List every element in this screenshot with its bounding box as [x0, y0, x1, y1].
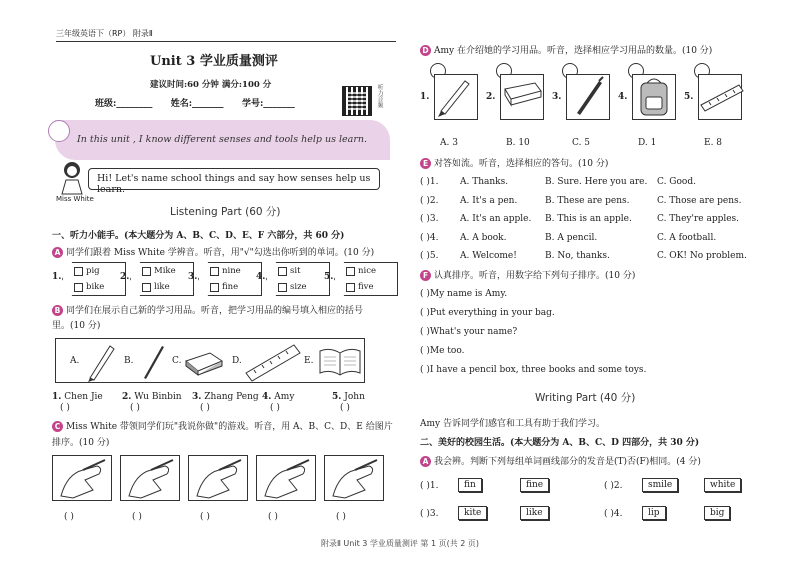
- sectionF-instr: [420, 270, 635, 282]
- itemD-number: 3.: [552, 92, 562, 102]
- word-box: white: [704, 478, 741, 492]
- writing-intro: Amy 告诉同学们感官和工具有助于我们学习。: [420, 419, 605, 429]
- count-option: C. 5: [572, 138, 591, 148]
- hand-pencil-icon: [189, 456, 249, 502]
- page-title: Unit 3 学业质量测评: [150, 54, 278, 69]
- part2-title: 二、美好的校园生活。(本大题分为 A、B、C、D 四部分，共 30 分): [420, 438, 700, 448]
- word-option[interactable]: [74, 282, 104, 292]
- supply-picture: [632, 74, 676, 120]
- student-name: John: [344, 392, 365, 402]
- word-option[interactable]: [278, 266, 301, 276]
- student-fields: [95, 96, 295, 109]
- word-label: pig: [86, 266, 100, 276]
- listening-heading: Listening Part (60 分): [170, 206, 281, 218]
- pen-icon: [138, 342, 168, 380]
- word-label: nine: [222, 266, 241, 276]
- answer-number[interactable]: ( )1.: [420, 481, 439, 491]
- name-number: 5.: [332, 392, 342, 402]
- option-c: C. They're apples.: [657, 214, 740, 224]
- sentence-row[interactable]: ( )What's your name?: [420, 327, 518, 337]
- sectionE-text: 对答如流。听音，选择相应的答句。(10 分): [434, 159, 609, 169]
- sectionC-text2: 排序。(10 分): [52, 438, 110, 448]
- student-name: Chen Jie: [64, 392, 103, 402]
- word-label: sit: [290, 266, 301, 276]
- word-option[interactable]: [278, 282, 307, 292]
- sectionC-text1: Miss White 带领同学们玩"我说你做"的游戏。听音，用 A、B、C、D、E 给图片: [66, 422, 393, 432]
- qr-code[interactable]: [342, 86, 372, 116]
- checkbox[interactable]: [142, 283, 151, 292]
- word-label: bike: [86, 282, 105, 292]
- pencil-icon: [86, 342, 116, 380]
- word-option[interactable]: [210, 266, 241, 276]
- word-option[interactable]: [142, 282, 170, 292]
- student-name-item: [192, 391, 259, 403]
- answer-paren[interactable]: ( ): [270, 403, 280, 413]
- option-a: A. Thanks.: [460, 177, 509, 187]
- answer-number[interactable]: ( )1.: [420, 177, 439, 187]
- checkbox[interactable]: [74, 267, 83, 276]
- option-c: C. OK! No problem.: [657, 251, 747, 261]
- sectionC-instr: [52, 421, 393, 433]
- option-a: A. Welcome!: [460, 251, 517, 261]
- option-a: A. It's a pen.: [460, 195, 518, 206]
- ruler-icon: [699, 75, 743, 119]
- word-label: five: [358, 282, 374, 292]
- checkbox[interactable]: [210, 283, 219, 292]
- itemA-number: 5.: [324, 272, 334, 282]
- pic-label-A: A.: [70, 356, 80, 366]
- answer-paren[interactable]: ( ): [268, 512, 278, 522]
- itemD-number: 2.: [486, 92, 496, 102]
- writingA-text: 我会辨。判断下列每组单词画线部分的发音是(T)否(F)相同。(4 分): [434, 457, 701, 467]
- sectionD-text: Amy 在介绍她的学习用品。听音，选择相应学习用品的数量。(10 分): [434, 46, 713, 56]
- sentence-row[interactable]: ( )My name is Amy.: [420, 289, 508, 299]
- writing-heading: Writing Part (40 分): [535, 392, 636, 404]
- itemA-number: 4.: [256, 272, 266, 282]
- unit-banner: In this unit , I know different senses and tools help us learn.: [55, 120, 390, 160]
- option-c: C. Good.: [657, 177, 696, 187]
- answer-paren[interactable]: ( ): [340, 403, 350, 413]
- answer-paren[interactable]: ( ): [130, 403, 140, 413]
- option-b: B. No, thanks.: [545, 251, 610, 261]
- itemA-number: 2.: [120, 272, 130, 282]
- pic-label-B: B.: [124, 356, 134, 366]
- badge-F: F: [420, 270, 431, 281]
- supply-picture: [434, 74, 478, 120]
- option-b: B. This is an apple.: [545, 214, 632, 224]
- sectionD-instr: [420, 45, 712, 57]
- pic-label-E: E.: [304, 356, 314, 366]
- word-label: nice: [358, 266, 376, 276]
- eraser-icon: [184, 349, 224, 375]
- sectionF-text: 认真排序。听音，用数字给下列句子排序。(10 分): [434, 271, 636, 281]
- student-name: Zhang Peng: [204, 392, 259, 402]
- book-icon: [318, 345, 362, 377]
- pen-icon: [567, 75, 611, 119]
- itemA-number: 1.: [52, 272, 62, 282]
- name-number: 1.: [52, 392, 62, 402]
- name-number: 2.: [122, 392, 132, 402]
- count-option: B. 10: [506, 138, 530, 148]
- badge-B: B: [52, 305, 63, 316]
- answer-number[interactable]: ( )5.: [420, 251, 439, 261]
- name-field[interactable]: 姓名:_______: [170, 99, 224, 109]
- itemA-number: 3.: [188, 272, 198, 282]
- answer-paren[interactable]: ( ): [64, 512, 74, 522]
- word-box: big: [704, 506, 730, 520]
- action-picture: [324, 455, 384, 501]
- page-footer: 附录Ⅱ Unit 3 学业质量测评 第 1 页(共 2 页): [320, 539, 480, 548]
- lightbulb-icon: [48, 120, 70, 142]
- student-name: Wu Binbin: [134, 392, 182, 402]
- checkbox[interactable]: [142, 267, 151, 276]
- answer-number[interactable]: ( )3.: [420, 509, 439, 519]
- option-b: B. These are pens.: [545, 195, 630, 206]
- word-label: like: [154, 282, 170, 292]
- word-option[interactable]: [346, 266, 376, 276]
- word-label: size: [290, 282, 307, 292]
- sectionB-instr: [52, 305, 363, 317]
- supply-picture: [698, 74, 742, 120]
- word-option[interactable]: [346, 282, 374, 292]
- count-option: E. 8: [704, 138, 723, 148]
- sectionB-text2: 里。(10 分): [52, 321, 101, 331]
- ruler-icon: [244, 343, 304, 379]
- action-picture: [188, 455, 248, 501]
- word-label: Mike: [154, 266, 176, 276]
- supply-picture: [566, 74, 610, 120]
- qr-label: 听力音频: [376, 84, 383, 108]
- checkbox[interactable]: [210, 267, 219, 276]
- option-c: C. Those are pens.: [657, 195, 742, 206]
- count-option: A. 3: [440, 138, 458, 148]
- sentence-row[interactable]: ( )Put everything in your bag.: [420, 308, 555, 318]
- option-b: B. A pencil.: [545, 232, 598, 243]
- checkbox[interactable]: [346, 267, 355, 276]
- word-box: fine: [520, 478, 549, 492]
- book-header: 三年级英语下（RP） 附录Ⅱ: [56, 28, 396, 42]
- pic-label-D: D.: [232, 356, 242, 366]
- name-number: 4.: [262, 392, 272, 402]
- badge-C: C: [52, 421, 63, 432]
- backpack-icon: [633, 75, 677, 119]
- word-box: smile: [642, 478, 678, 492]
- itemD-number: 4.: [618, 92, 628, 102]
- word-box: fin: [458, 478, 482, 492]
- answer-number[interactable]: ( )3.: [420, 214, 439, 224]
- answer-number[interactable]: ( )4.: [420, 232, 439, 243]
- option-a: A. It's an apple.: [460, 214, 532, 224]
- word-label: fine: [222, 282, 239, 292]
- pencil-box-icon: [501, 75, 545, 119]
- speech-bubble: Hi! Let's name school things and say how senses help us learn.: [88, 168, 380, 190]
- count-option: D. 1: [638, 138, 657, 148]
- class-field[interactable]: 班级:________: [95, 99, 153, 109]
- hand-book-icon: [121, 456, 181, 502]
- student-name-item: [332, 391, 365, 403]
- sectionE-instr: [420, 158, 608, 170]
- word-box: lip: [642, 506, 666, 520]
- answer-paren[interactable]: ( ): [200, 512, 210, 522]
- sentence-row[interactable]: ( )I have a pencil box, three books and some toys.: [420, 365, 647, 375]
- checkbox[interactable]: [346, 283, 355, 292]
- sectionB-text1: 同学们在展示自己新的学习用品。听音，把学习用品的编号填入相应的括号: [66, 306, 364, 316]
- word-box: kite: [458, 506, 487, 520]
- answer-number[interactable]: ( )2.: [604, 481, 623, 491]
- answer-paren[interactable]: ( ): [132, 512, 142, 522]
- name-number: 3.: [192, 392, 202, 402]
- itemD-number: 5.: [684, 92, 694, 102]
- speaker-name: Miss White: [56, 195, 94, 203]
- writingA-instr: [420, 456, 701, 468]
- answer-number[interactable]: ( )2.: [420, 195, 439, 206]
- supplies-picture-box: [55, 338, 365, 383]
- answer-number[interactable]: ( )4.: [604, 509, 623, 519]
- student-name-item: [262, 391, 294, 403]
- sentence-row[interactable]: ( )Me too.: [420, 346, 465, 356]
- word-option[interactable]: [74, 266, 100, 276]
- hand-pen-icon: [257, 456, 317, 502]
- hand-ruler-icon: [325, 456, 385, 502]
- badge-WA: A: [420, 456, 431, 467]
- badge-D: D: [420, 45, 431, 56]
- time-score: 建议时间:60 分钟 满分:100 分: [150, 80, 272, 90]
- pencil-icon: [435, 75, 479, 119]
- answer-paren[interactable]: ( ): [336, 512, 346, 522]
- answer-paren[interactable]: ( ): [60, 403, 70, 413]
- hand-writing-icon: [53, 456, 113, 502]
- action-picture: [256, 455, 316, 501]
- teacher-avatar-icon: [58, 160, 86, 192]
- part1-title: 一、听力小能手。(本大题分为 A、B、C、D、E、F 六部分，共 60 分): [52, 231, 345, 241]
- option-b: B. Sure. Here you are.: [545, 177, 648, 187]
- sectionA-instr: [52, 247, 374, 259]
- option-c: C. A football.: [657, 232, 717, 243]
- word-option[interactable]: [210, 282, 238, 292]
- sectionA-text: 同学们跟着 Miss White 学辨音。听音，用"√"勾选出你听到的单词。(10 分): [66, 248, 375, 258]
- word-box: like: [520, 506, 549, 520]
- action-picture: [52, 455, 112, 501]
- student-name-item: [122, 391, 182, 403]
- student-name-item: [52, 391, 103, 403]
- itemD-number: 1.: [420, 92, 430, 102]
- student-name: Amy: [274, 392, 295, 402]
- checkbox[interactable]: [74, 283, 83, 292]
- badge-A: A: [52, 247, 63, 258]
- number-field[interactable]: 学号:_______: [241, 99, 295, 109]
- answer-paren[interactable]: ( ): [200, 403, 210, 413]
- option-a: A. A book.: [460, 232, 507, 243]
- action-picture: [120, 455, 180, 501]
- checkbox[interactable]: [278, 283, 287, 292]
- checkbox[interactable]: [278, 267, 287, 276]
- word-option[interactable]: [142, 266, 176, 276]
- supply-picture: [500, 74, 544, 120]
- badge-E: E: [420, 158, 431, 169]
- pic-label-C: C.: [172, 356, 182, 366]
